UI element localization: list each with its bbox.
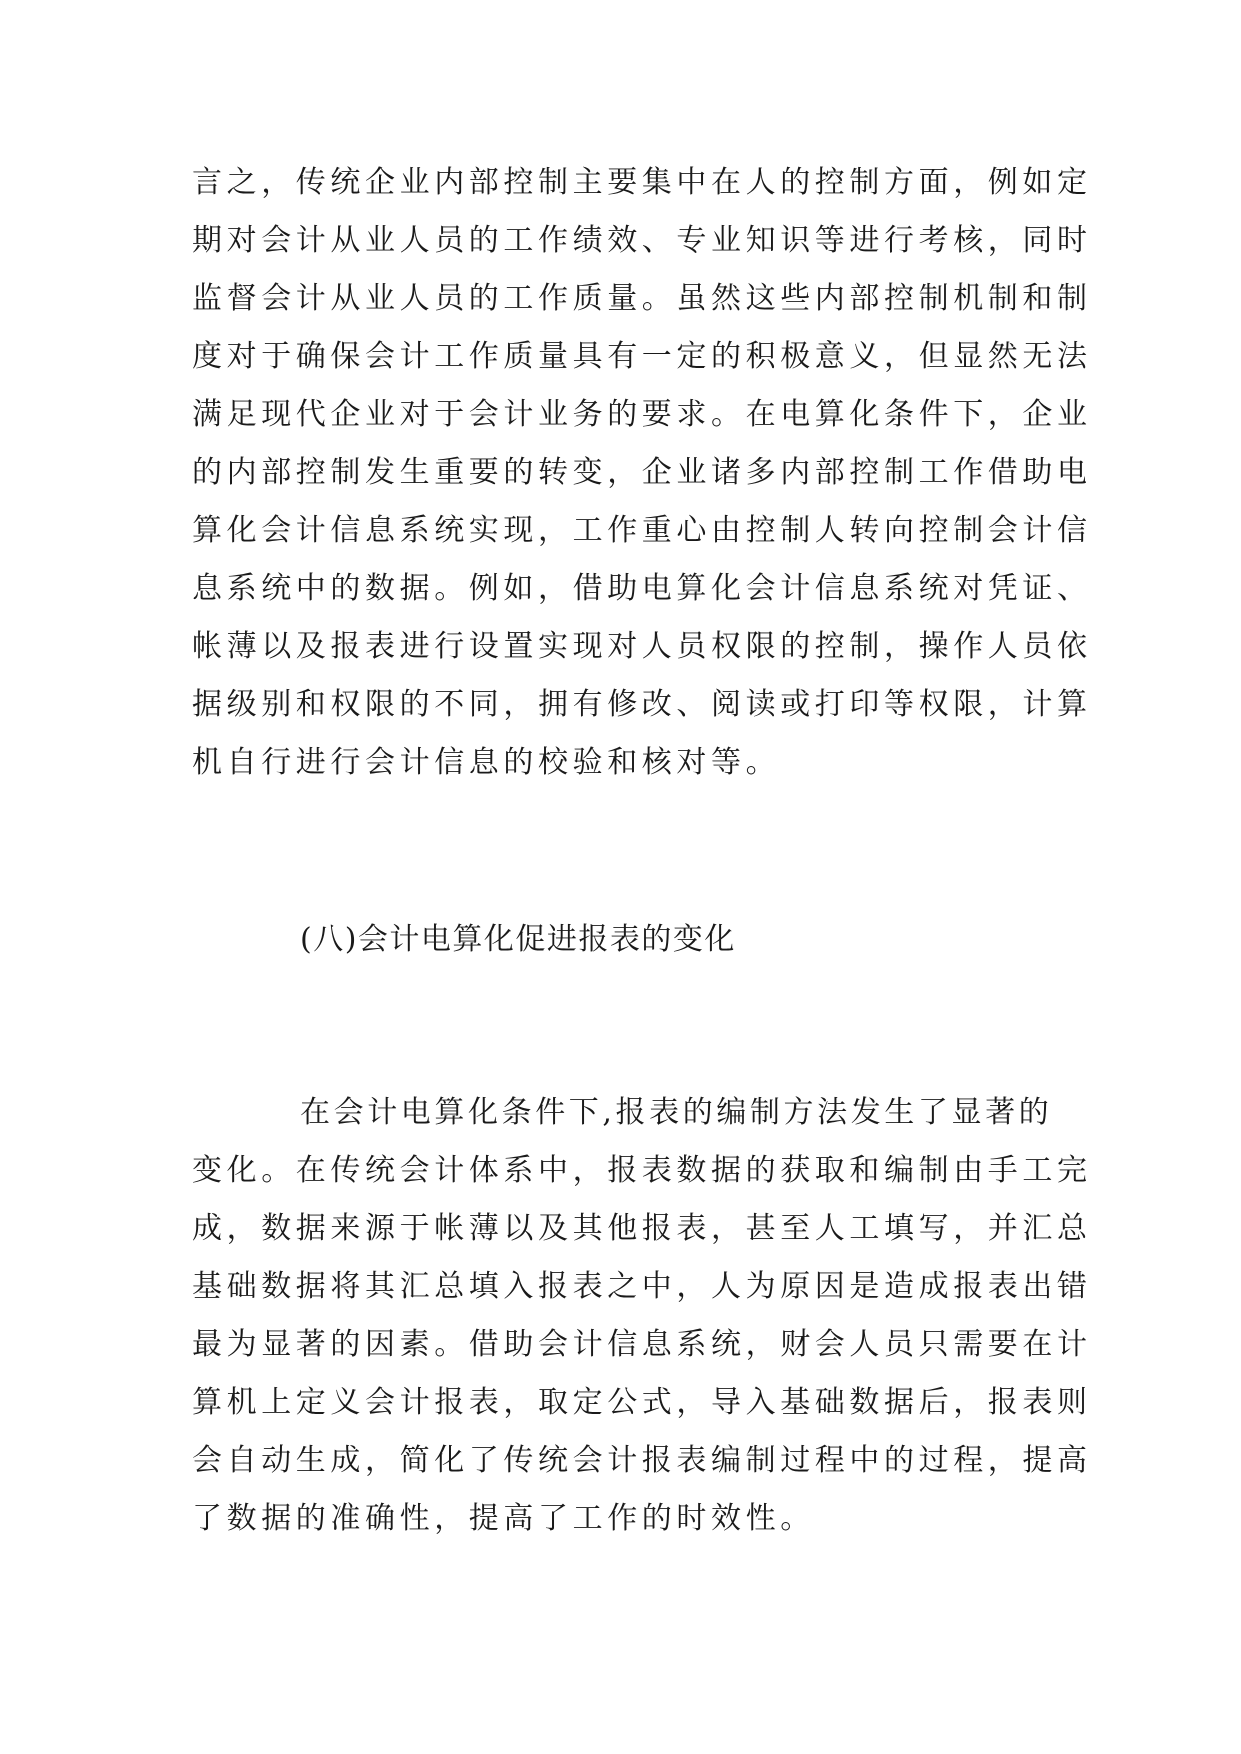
- paragraph-line: 算化会计信息系统实现，工作重心由控制人转向控制会计信: [192, 513, 1092, 548]
- paragraph-line: 最为显著的因素。借助会计信息系统，财会人员只需要在计: [192, 1327, 1092, 1362]
- paragraph-line: 在会计电算化条件下,报表的编制方法发生了显著的: [300, 1095, 1053, 1130]
- paragraph-line: 基础数据将其汇总填入报表之中，人为原因是造成报表出错: [192, 1269, 1092, 1304]
- paragraph-line: 的内部控制发生重要的转变，企业诸多内部控制工作借助电: [192, 455, 1092, 490]
- paragraph-line: 了数据的准确性，提高了工作的时效性。: [192, 1501, 815, 1536]
- paragraph-line: 期对会计从业人员的工作绩效、专业知识等进行考核，同时: [192, 223, 1092, 258]
- paragraph-line: 言之，传统企业内部控制主要集中在人的控制方面，例如定: [192, 165, 1092, 200]
- paragraph-line: 度对于确保会计工作质量具有一定的积极意义，但显然无法: [192, 339, 1092, 374]
- paragraph-line: 监督会计从业人员的工作质量。虽然这些内部控制机制和制: [192, 281, 1092, 316]
- paragraph-line: 帐薄以及报表进行设置实现对人员权限的控制，操作人员依: [192, 629, 1092, 664]
- section-heading: (八)会计电算化促进报表的变化: [300, 922, 736, 957]
- paragraph-line: 息系统中的数据。例如，借助电算化会计信息系统对凭证、: [192, 571, 1092, 606]
- paragraph-line: 会自动生成，简化了传统会计报表编制过程中的过程，提高: [192, 1443, 1092, 1478]
- paragraph-line: 据级别和权限的不同，拥有修改、阅读或打印等权限，计算: [192, 687, 1092, 722]
- paragraph-line: 机自行进行会计信息的校验和核对等。: [192, 745, 781, 780]
- paragraph-line: 算机上定义会计报表，取定公式，导入基础数据后，报表则: [192, 1385, 1092, 1420]
- paragraph-line: 变化。在传统会计体系中，报表数据的获取和编制由手工完: [192, 1153, 1092, 1188]
- paragraph-line: 成，数据来源于帐薄以及其他报表，甚至人工填写，并汇总: [192, 1211, 1092, 1246]
- paragraph-line: 满足现代企业对于会计业务的要求。在电算化条件下，企业: [192, 397, 1092, 432]
